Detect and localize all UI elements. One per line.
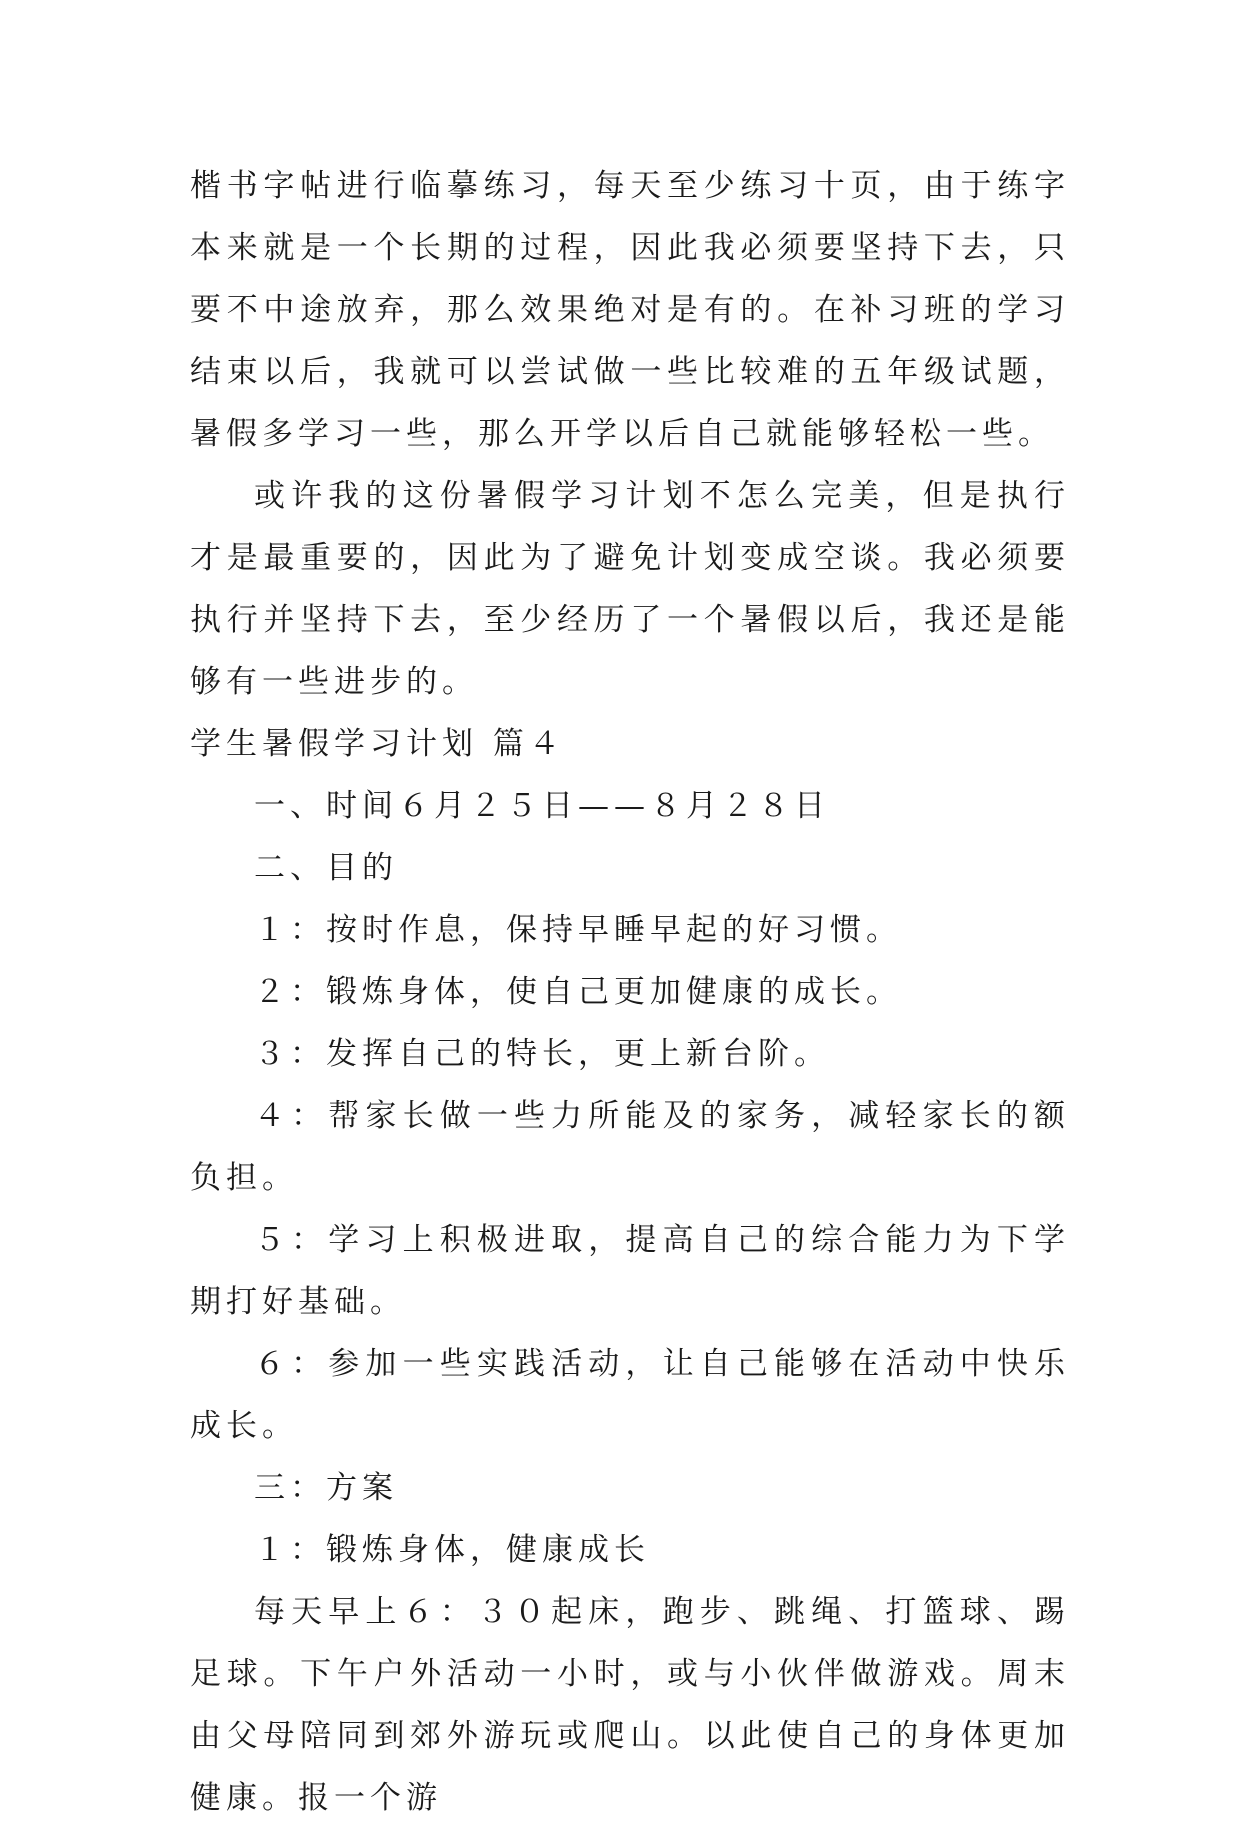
goal-item: ４：帮家长做一些力所能及的家务，减轻家长的额负担。: [190, 1098, 1070, 1196]
paragraph-time: 一、时间６月２５日——８月２８日: [254, 788, 830, 824]
paragraph-goals-heading: 二、目的: [254, 850, 398, 886]
plan-item: １：锻炼身体，健康成长: [254, 1532, 650, 1568]
paragraph-plan-execution: 或许我的这份暑假学习计划不怎么完美，但是执行才是最重要的，因此为了避免计划变成空谈。我必须要执行并坚持下去，至少经历了一个暑假以后，我还是能够有一些进步的。: [190, 478, 1070, 700]
paragraph-plan-heading: 三：方案: [254, 1470, 398, 1506]
goal-item: ５：学习上积极进取，提高自己的综合能力为下学期打好基础。: [190, 1222, 1070, 1320]
section-heading: 学生暑假学习计划 篇４: [190, 726, 565, 762]
goal-item: ６：参加一些实践活动，让自己能够在活动中快乐成长。: [190, 1346, 1070, 1444]
goal-item: １：按时作息，保持早睡早起的好习惯。: [254, 912, 902, 948]
document-body: [190, 155, 1070, 1829]
goal-item: ３：发挥自己的特长，更上新台阶。: [254, 1036, 830, 1072]
paragraph-daily-exercise: 每天早上６：３０起床，跑步、跳绳、打篮球、踢足球。下午户外活动一小时，或与小伙伴做游戏。周末由父母陪同到郊外游玩或爬山。以此使自己的身体更加健康。报一个游: [190, 1594, 1070, 1816]
paragraph-calligraphy-practice: 楷书字帖进行临摹练习，每天至少练习十页，由于练字本来就是一个长期的过程，因此我必须要坚持下去，只要不中途放弃，那么效果绝对是有的。在补习班的学习结束以后，我就可以尝试做一些比较难的五年级试题，暑假多学习一些，那么开学以后自己就能够轻松一些。: [190, 168, 1070, 452]
goal-item: ２：锻炼身体，使自己更加健康的成长。: [254, 974, 902, 1010]
